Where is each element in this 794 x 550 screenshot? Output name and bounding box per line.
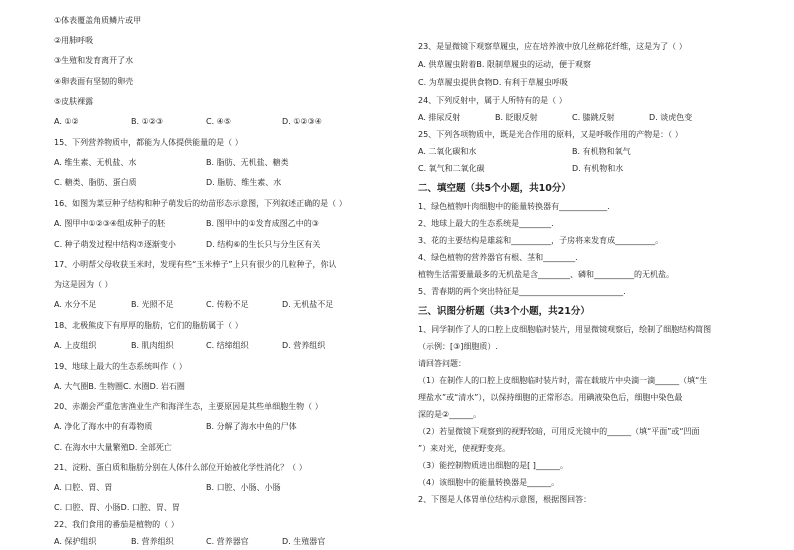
q17-stem-line-2: 为这是因为（ ） [54, 280, 113, 289]
q17-option-b: B. 光照不足 [131, 300, 174, 309]
q21-stem: 21、淀粉、蛋白质和脂肪分别在人体什么部位开始被化学性消化？（ ） [54, 463, 307, 472]
q22-option-a: A. 保护组织 [54, 537, 97, 546]
q18-stem: 18、北极熊皮下有厚厚的脂肪，它们的脂肪属于（ ） [54, 321, 243, 330]
q25-option-d: D. 有机物和水 [572, 164, 624, 173]
q15-option-b: B. 脂肪、无机盐、糖类 [206, 158, 289, 167]
q14-option-c: C. ④⑤ [206, 117, 232, 126]
fig-q1-stem-line-1: 1、同学制作了人的口腔上皮细胞临时装片，用显微镜观察后，绘制了细胞结构简图 [418, 325, 712, 334]
trait-item-4: ④卵表面有坚韧的卵壳 [54, 77, 134, 86]
q24-option-d: D. 谈虎色变 [649, 113, 693, 122]
trait-item-5: ⑤皮肤裸露 [54, 97, 94, 106]
q25-option-a: A. 二氧化碳和水 [418, 147, 477, 156]
blank-q4-cont: 植物生活需要量最多的无机盐是含________、磷和__________的无机盐。 [418, 270, 674, 279]
q22-stem: 22、我们食用的番茄是植物的（ ） [54, 520, 179, 529]
q16-option-b: B. 图甲中的①发育成图乙中的③ [206, 219, 319, 228]
blank-q3: 3、花的主要结构是雄蕊和__________，子房将来发育成__________。 [418, 236, 664, 245]
q20-stem: 20、赤潮会严重危害渔业生产和海洋生态，主要原因是其些单细胞生物（ ） [54, 402, 323, 411]
q24-option-c: C. 膝跳反射 [572, 113, 615, 122]
fig-q1-stem-line-2: （示例：[③]细胞质）. [418, 342, 498, 351]
q25-option-c: C. 氧气和二氧化碳 [418, 164, 485, 173]
q25-option-b: B. 有机物和氧气 [572, 147, 631, 156]
q24-stem: 24、下列反射中，属于人所特有的是（ ） [418, 96, 567, 105]
q16-option-a: A. 图甲中①②③④组成种子的胚 [54, 219, 166, 228]
q22-option-c: C. 营养器官 [206, 537, 249, 546]
q23-options-cd: C. 为草履虫提供食物D. 有利于草履虫呼吸 [418, 78, 568, 87]
q15-option-c: C. 糖类、脂肪、蛋白质 [54, 178, 137, 187]
q14-option-d: D. ①②③④ [282, 117, 322, 126]
q24-option-b: B. 眨眼反射 [495, 113, 538, 122]
section-fill-blank-heading: 二、填空题（共5个小题，共10分） [418, 183, 571, 194]
q23-options-ab: A. 供草履虫附着B. 限制草履虫的运动，便于观察 [418, 60, 591, 69]
q22-option-d: D. 生殖器官 [282, 537, 326, 546]
trait-item-1: ①体表覆盖角质鳞片或甲 [54, 16, 142, 25]
q14-option-b: B. ①②③ [131, 117, 164, 126]
section-figure-analysis-heading: 三、识图分析题（共3个小题，共21分） [418, 306, 590, 317]
q17-option-a: A. 水分不足 [54, 300, 97, 309]
q18-option-d: D. 营养组织 [282, 341, 326, 350]
q23-stem: 23、是显微镜下观察草履虫，应在培养液中放几丝棉花纤维，这是为了（ ） [418, 42, 687, 51]
q16-stem: 16、如图为菜豆种子结构和种子萌发后的幼苗形态示意图，下列叙述正确的是（ ） [54, 199, 347, 208]
q21-option-a: A. 口腔、胃、胃 [54, 483, 113, 492]
q18-option-b: B. 肌肉组织 [131, 341, 174, 350]
q15-option-a: A. 维生素、无机盐、水 [54, 158, 137, 167]
q16-option-c: C. 种子萌发过程中结构⑦逐渐变小 [54, 240, 176, 249]
q20-options-cd: C. 在海水中大量繁殖D. 全部死亡 [54, 443, 172, 452]
blank-q1: 1、绿色植物叶肉细胞中的能量转换器有____________. [418, 202, 610, 211]
q14-option-a: A. ①② [54, 117, 79, 126]
blank-q4: 4、绿色植物的营养器官有根、茎和________. [418, 253, 578, 262]
blank-q5: 5、青春期的两个突出特征是__________________________. [418, 287, 626, 296]
fig-q1-prompt: 请回答问题： [418, 359, 466, 368]
q17-option-d: D. 无机盐不足 [282, 300, 334, 309]
q15-stem: 15、下列营养物质中，都能为人体提供能量的是（ ） [54, 138, 243, 147]
fig-q1-part1-line-3: 深的是②______。 [418, 410, 482, 419]
q17-option-c: C. 传粉不足 [206, 300, 249, 309]
trait-item-3: ③生殖和发育离开了水 [54, 56, 134, 65]
q22-option-b: B. 营养组织 [131, 537, 174, 546]
q21-option-b: B. 口腔、小肠、小肠 [206, 483, 281, 492]
fig-q1-part4: （4）该细胞中的能量转换器是______。 [418, 478, 560, 487]
q16-option-d: D. 结构⑥的生长只与分生区有关 [206, 240, 321, 249]
q20-option-a: A. 净化了海水中的有毒物质 [54, 422, 153, 431]
fig-q1-part2-line-1: （2）若显微镜下观察到的视野较暗，可用反光镜中的______（填“平面”或“凹面 [418, 427, 700, 436]
q19-stem: 19、地球上最大的生态系统叫作（ ） [54, 362, 187, 371]
fig-q1-part2-line-2: ”）来对光，使视野变亮。 [418, 444, 511, 453]
q25-stem: 25、下列各项物质中，既是光合作用的原料，又是呼吸作用的产物是：（ ） [418, 130, 683, 139]
trait-item-2: ②用肺呼吸 [54, 36, 94, 45]
fig-q2-stem: 2、下图是人体胃单位结构示意图，根据图回答： [418, 495, 592, 504]
q17-stem-line-1: 17、小明帮父母收获玉米时，发现有些“玉米棒子”上只有很少的几粒种子，你认 [54, 260, 337, 269]
q24-option-a: A. 排尿反射 [418, 113, 461, 122]
q18-option-a: A. 上皮组织 [54, 341, 97, 350]
fig-q1-part3: （3）能控制物质进出细胞的是[ ]______。 [418, 461, 568, 470]
q21-options-cd: C. 口腔、胃、小肠D. 口腔、胃、胃 [54, 503, 180, 512]
q15-option-d: D. 脂肪、维生素、水 [206, 178, 282, 187]
blank-q2: 2、地球上最大的生态系统是________. [418, 219, 554, 228]
q20-option-b: B. 分解了海水中鱼的尸体 [206, 422, 297, 431]
q18-option-c: C. 结缔组织 [206, 341, 249, 350]
q19-options: A. 大气圈B. 生物圈C. 水圈D. 岩石圈 [54, 382, 185, 391]
fig-q1-part1-line-2: 理盐水”或“清水”），以保持细胞的正常形态。用碘液染色后，细胞中染色最 [418, 393, 683, 402]
fig-q1-part1-line-1: （1）在制作人的口腔上皮细胞临时装片时，需在载玻片中央滴一滴______（填“生 [418, 376, 708, 385]
